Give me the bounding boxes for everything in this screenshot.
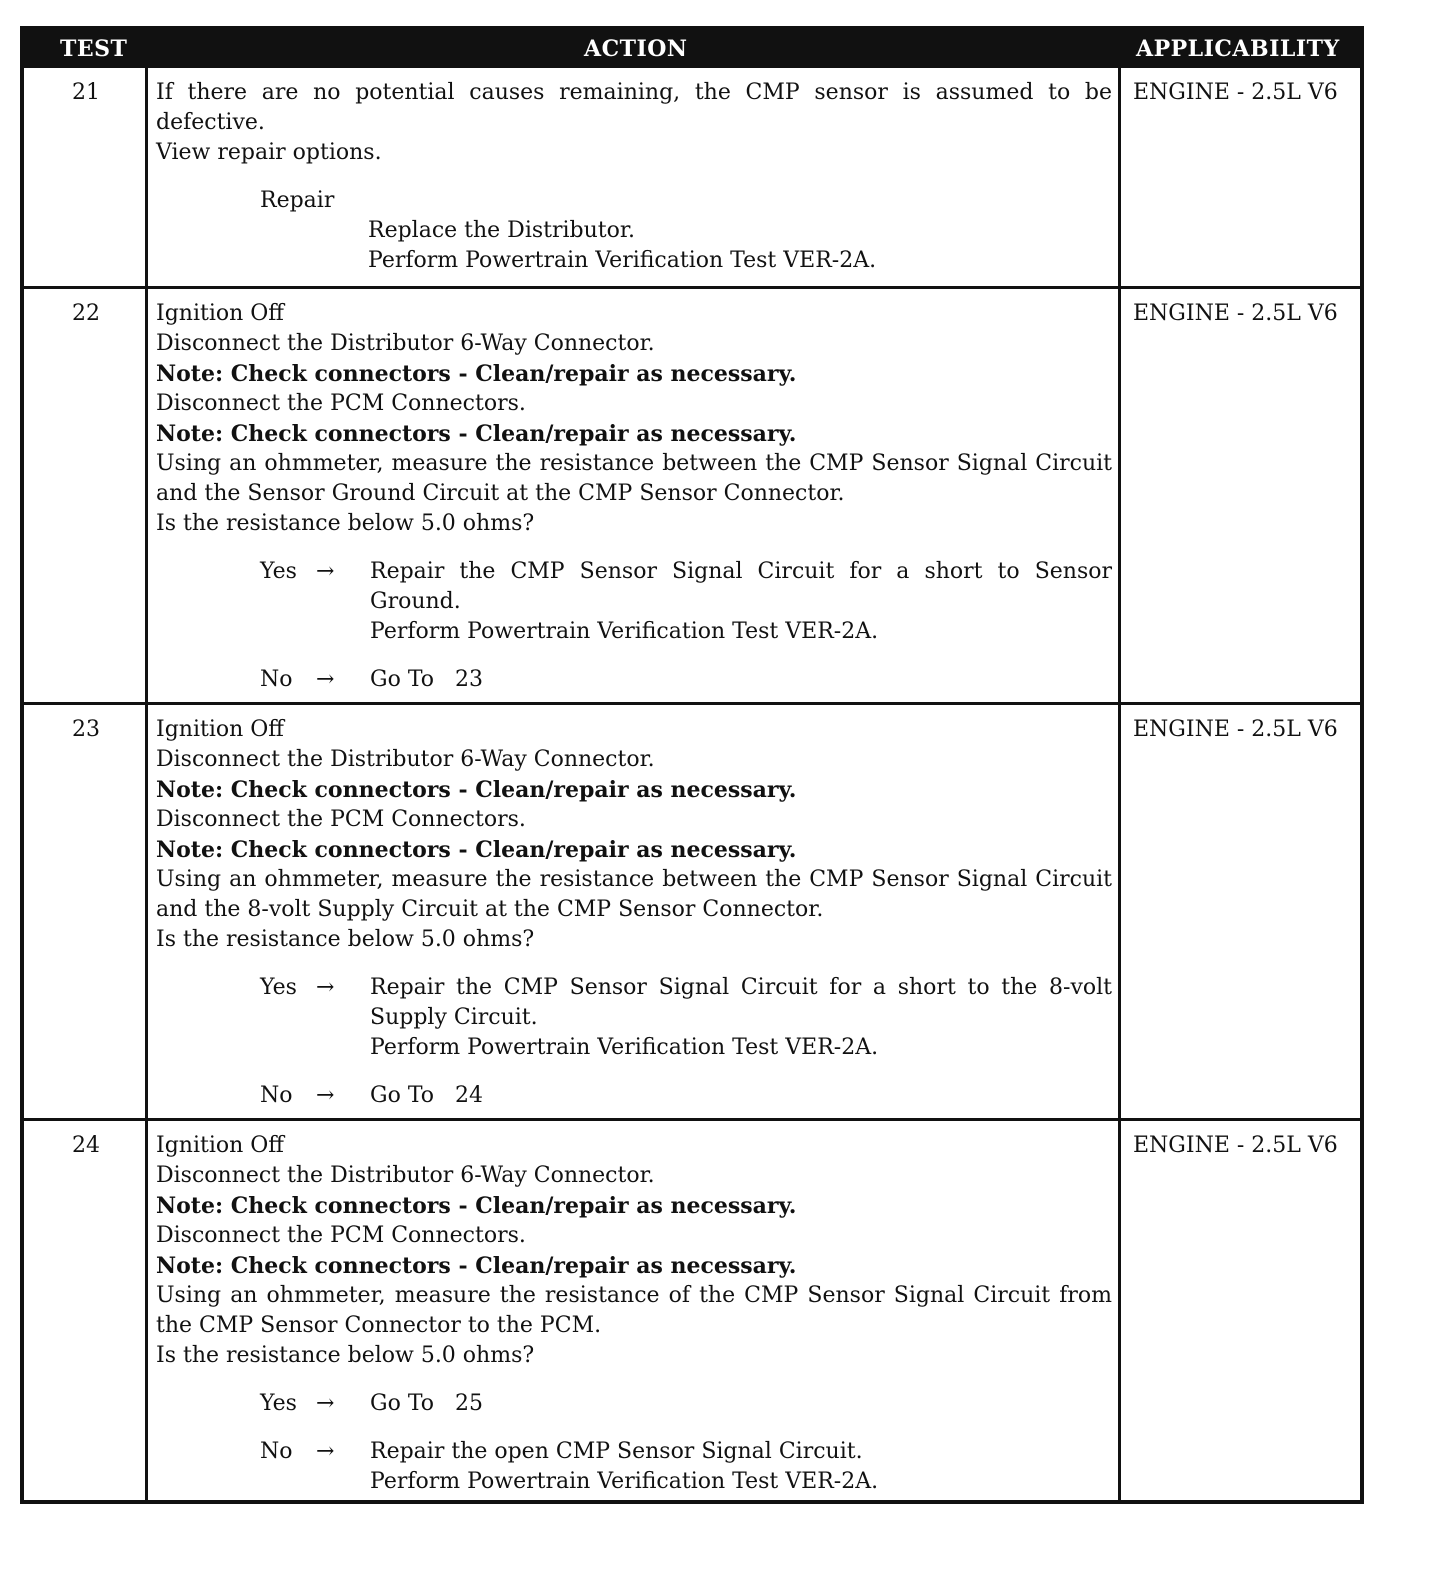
action-line: Is the resistance below 5.0 ohms?: [156, 511, 535, 536]
note-line: Note: Check connectors - Clean/repair as necessary.: [156, 1193, 797, 1219]
action-line: Ignition Off: [156, 1133, 284, 1158]
note-line: Note: Check connectors - Clean/repair as necessary.: [156, 777, 797, 803]
spacer: [156, 1371, 1112, 1389]
arrow-icon: →: [316, 975, 335, 1000]
test-cell: [24, 289, 148, 702]
yes-branch: [260, 1389, 1112, 1419]
yes-label: Yes: [260, 559, 297, 584]
no-line: Repair the open CMP Sensor Signal Circuit.: [370, 1439, 863, 1464]
yes-label: Yes: [260, 1391, 297, 1416]
action-line: Ignition Off: [156, 301, 284, 326]
action-cell: [156, 1131, 1112, 1497]
yes-line: Perform Powertrain Verification Test VER-2A.: [370, 619, 879, 644]
action-cell: [156, 78, 1112, 276]
test-number: 23: [72, 717, 100, 742]
no-body: [370, 1437, 1112, 1497]
no-line: Perform Powertrain Verification Test VER-2A.: [370, 1469, 879, 1494]
note-line: Note: Check connectors - Clean/repair as necessary.: [156, 361, 797, 387]
no-label: No: [260, 667, 293, 692]
action-line: View repair options.: [156, 140, 382, 165]
arrow-icon: →: [316, 667, 335, 692]
repair-line: Replace the Distributor.: [368, 218, 635, 243]
no-branch: [260, 665, 1112, 695]
test-cell: [24, 1121, 148, 1500]
applicability-text: ENGINE - 2.5L V6: [1133, 80, 1338, 105]
action-line: Using an ohmmeter, measure the resistance of the CMP Sensor Signal Circuit from the CMP Sensor Connector to the PCM.: [156, 1283, 1112, 1338]
table-header: [24, 30, 1360, 68]
test-cell: [24, 68, 148, 286]
action-line: Ignition Off: [156, 717, 284, 742]
diagnostic-table: [20, 26, 1364, 1504]
action-line: Disconnect the PCM Connectors.: [156, 807, 526, 832]
yes-line: Repair the CMP Sensor Signal Circuit for a short to Sensor Ground.: [370, 559, 1112, 614]
note-line: Note: Check connectors - Clean/repair as necessary.: [156, 1253, 797, 1279]
header-applicability: APPLICABILITY: [1136, 36, 1340, 62]
table-row-23: [24, 705, 1360, 1121]
yes-label: Yes: [260, 975, 297, 1000]
arrow-icon: →: [316, 1391, 335, 1416]
no-line: Go To 23: [370, 667, 483, 692]
action-line: Disconnect the PCM Connectors.: [156, 391, 526, 416]
spacer: [156, 955, 1112, 973]
arrow-icon: →: [316, 1439, 335, 1464]
action-line: Disconnect the Distributor 6-Way Connector.: [156, 331, 655, 356]
yes-body: [370, 557, 1112, 647]
no-branch: [260, 1437, 1112, 1497]
no-line: Go To 24: [370, 1083, 483, 1108]
test-number: 22: [72, 301, 100, 326]
applicability-cell: [1118, 289, 1360, 702]
arrow-icon: →: [316, 559, 335, 584]
note-line: Note: Check connectors - Clean/repair as necessary.: [156, 837, 797, 863]
header-action: ACTION: [584, 36, 688, 62]
action-line: Disconnect the Distributor 6-Way Connector.: [156, 747, 655, 772]
action-cell: [156, 299, 1112, 695]
spacer: [156, 539, 1112, 557]
yes-branch: [260, 973, 1112, 1063]
arrow-icon: →: [316, 1083, 335, 1108]
yes-line: Perform Powertrain Verification Test VER-2A.: [370, 1035, 879, 1060]
applicability-text: ENGINE - 2.5L V6: [1133, 1133, 1338, 1158]
applicability-cell: [1118, 68, 1360, 286]
spacer: [156, 1063, 1112, 1081]
action-line: Is the resistance below 5.0 ohms?: [156, 927, 535, 952]
action-line: If there are no potential causes remaining, the CMP sensor is assumed to be defective.: [156, 80, 1112, 135]
spacer: [156, 1419, 1112, 1437]
spacer: [156, 168, 1112, 186]
yes-line: Go To 25: [370, 1391, 483, 1416]
yes-line: Repair the CMP Sensor Signal Circuit for a short to the 8-volt Supply Circuit.: [370, 975, 1112, 1030]
table-row-21: [24, 68, 1360, 289]
yes-body: [370, 973, 1112, 1063]
applicability-text: ENGINE - 2.5L V6: [1133, 717, 1338, 742]
test-number: 21: [72, 80, 100, 105]
action-line: Using an ohmmeter, measure the resistance between the CMP Sensor Signal Circuit and the Sensor Ground Circuit at the CMP Sensor Connector.: [156, 451, 1112, 506]
applicability-text: ENGINE - 2.5L V6: [1133, 301, 1338, 326]
action-line: Disconnect the Distributor 6-Way Connector.: [156, 1163, 655, 1188]
note-line: Note: Check connectors - Clean/repair as necessary.: [156, 421, 797, 447]
test-number: 24: [72, 1133, 100, 1158]
action-line: Using an ohmmeter, measure the resistance between the CMP Sensor Signal Circuit and the 8-volt Supply Circuit at the CMP Sensor Connector.: [156, 867, 1112, 922]
action-line: Disconnect the PCM Connectors.: [156, 1223, 526, 1248]
no-label: No: [260, 1083, 293, 1108]
no-branch: [260, 1081, 1112, 1111]
header-test: TEST: [60, 36, 128, 62]
no-label: No: [260, 1439, 293, 1464]
action-cell: [156, 715, 1112, 1111]
applicability-cell: [1118, 1121, 1360, 1500]
yes-branch: [260, 557, 1112, 647]
repair-line: Perform Powertrain Verification Test VER-2A.: [368, 248, 877, 273]
action-line: Is the resistance below 5.0 ohms?: [156, 1343, 535, 1368]
table-row-24: [24, 1121, 1360, 1500]
test-cell: [24, 705, 148, 1118]
repair-label: Repair: [260, 188, 335, 213]
applicability-cell: [1118, 705, 1360, 1118]
spacer: [156, 647, 1112, 665]
table-row-22: [24, 289, 1360, 705]
